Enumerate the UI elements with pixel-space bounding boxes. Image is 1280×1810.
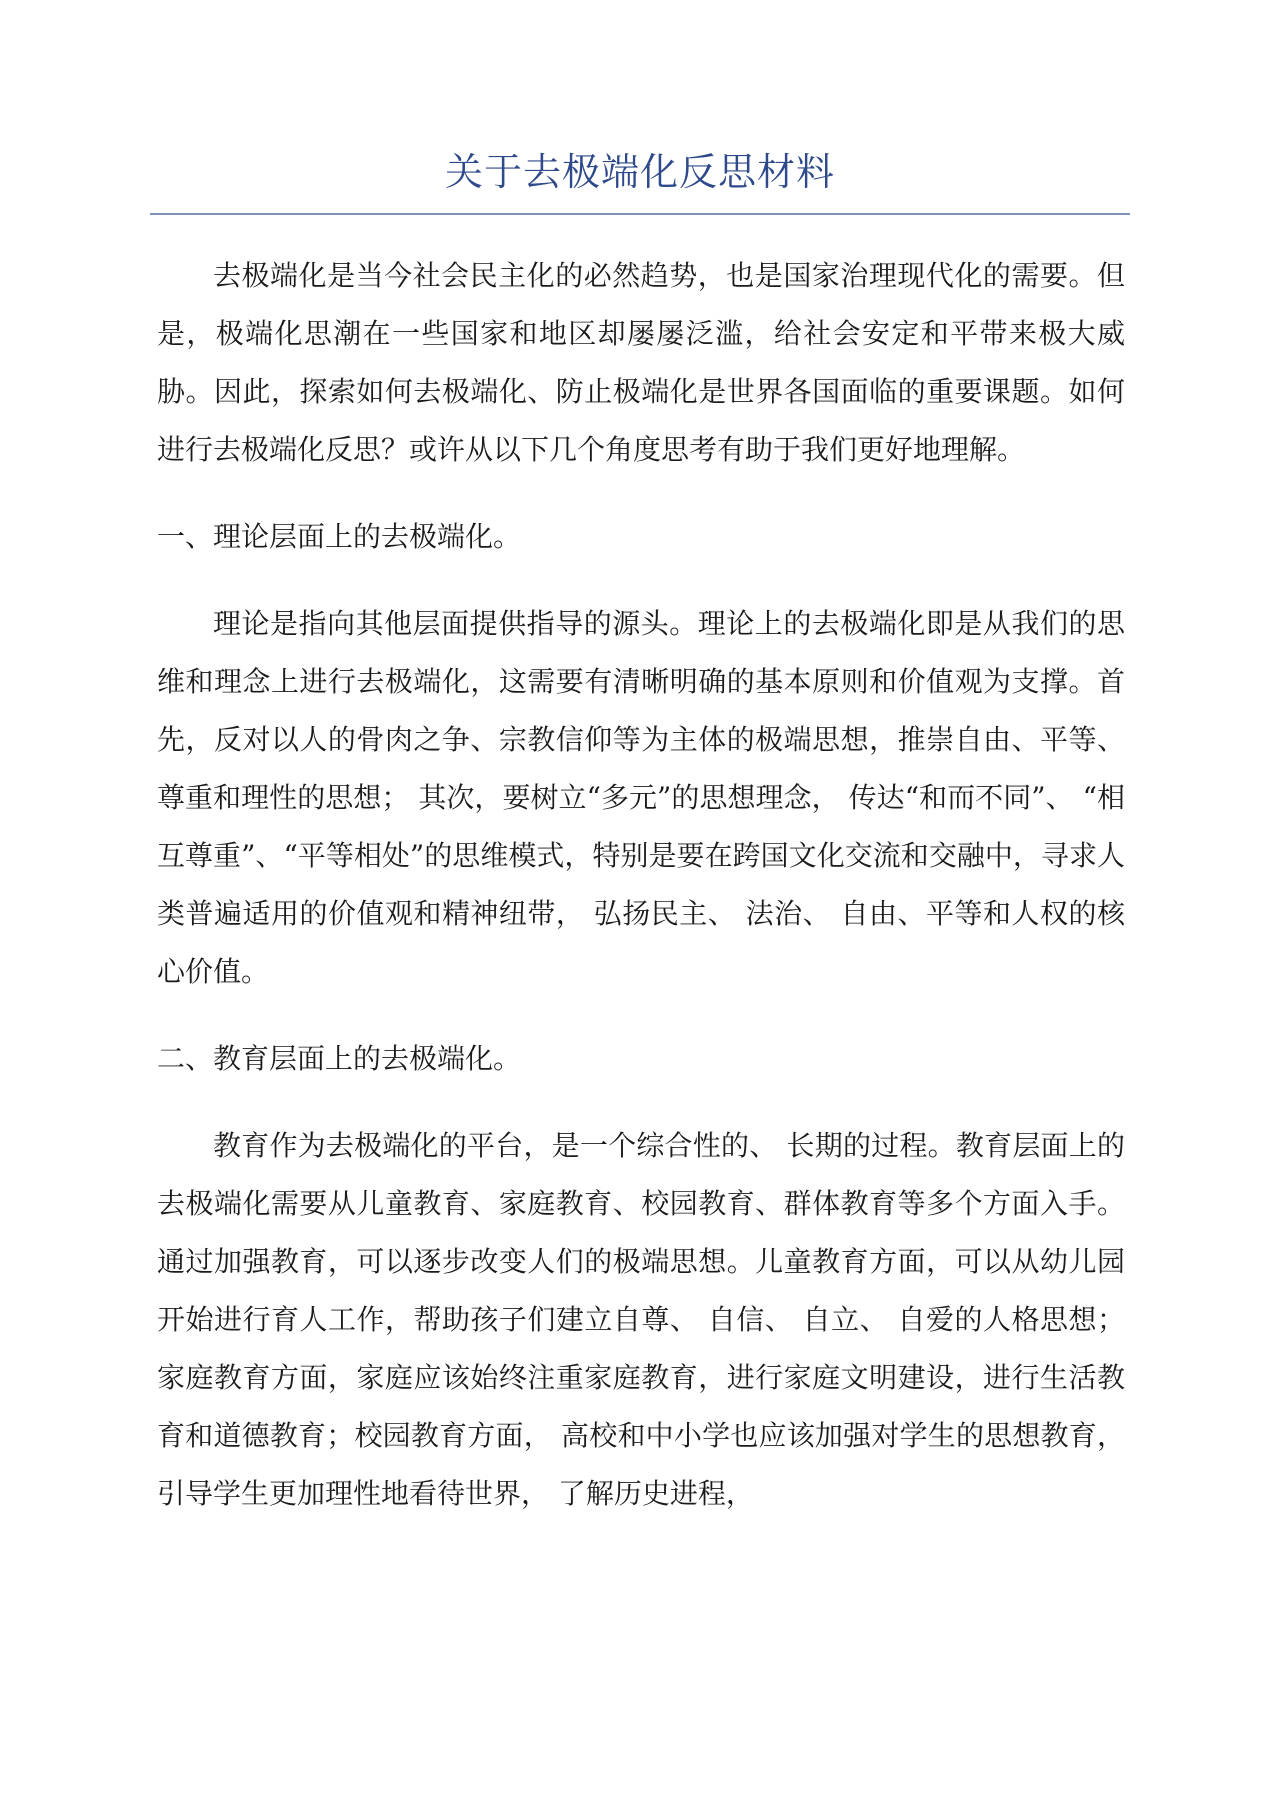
document-body [157, 247, 1125, 1523]
title-divider [150, 213, 1130, 215]
section-heading-education: 二、教育层面上的去极端化。 [157, 1042, 522, 1075]
section-heading-theory: 一、理论层面上的去极端化。 [157, 520, 522, 553]
education-paragraph: 教育作为去极端化的平台，是一个综合性的、 长期的过程。教育层面上的去极端化需要从儿童教育、家庭教育、校园教育、群体教育等多个方面入手。通过加强教育，可以逐步改变人们的极端思想。儿童教育方面，可以从幼儿园开始进行育人工作，帮助孩子们建立自尊、 自信、 自立、 自爱的人格思想； 家庭教育方面，家庭应该始终注重家庭教育，进行家庭文明建设，进行生活教育和道德教育；校园教育方面， 高校和中小学也应该加强对学生的思想教育，引导学生更加理性地看待世界， 了解历史进程， [157, 1129, 1125, 1510]
intro-paragraph: 去极端化是当今社会民主化的必然趋势，也是国家治理现代化的需要。但是，极端化思潮在一些国家和地区却屡屡泛滥，给社会安定和平带来极大威胁。因此，探索如何去极端化、防止极端化是世界各国面临的重要课题。如何进行去极端化反思？或许从以下几个角度思考有助于我们更好地理解。 [157, 259, 1125, 466]
page-title: 关于去极端化反思材料 [444, 150, 835, 194]
theory-paragraph: 理论是指向其他层面提供指导的源头。理论上的去极端化即是从我们的思维和理念上进行去极端化，这需要有清晰明确的基本原则和价值观为支撑。首先，反对以人的骨肉之争、宗教信仰等为主体的极端思想，推崇自由、平等、尊重和理性的思想； 其次，要树立“多元”的思想理念， 传达“和而不同”、 “相互尊重”、“平等相处”的思维模式，特别是要在跨国文化交流和交融中，寻求人类普遍适用的价值观和精神纽带， 弘扬民主、 法治、 自由、平等和人权的核心价值。 [157, 607, 1125, 988]
